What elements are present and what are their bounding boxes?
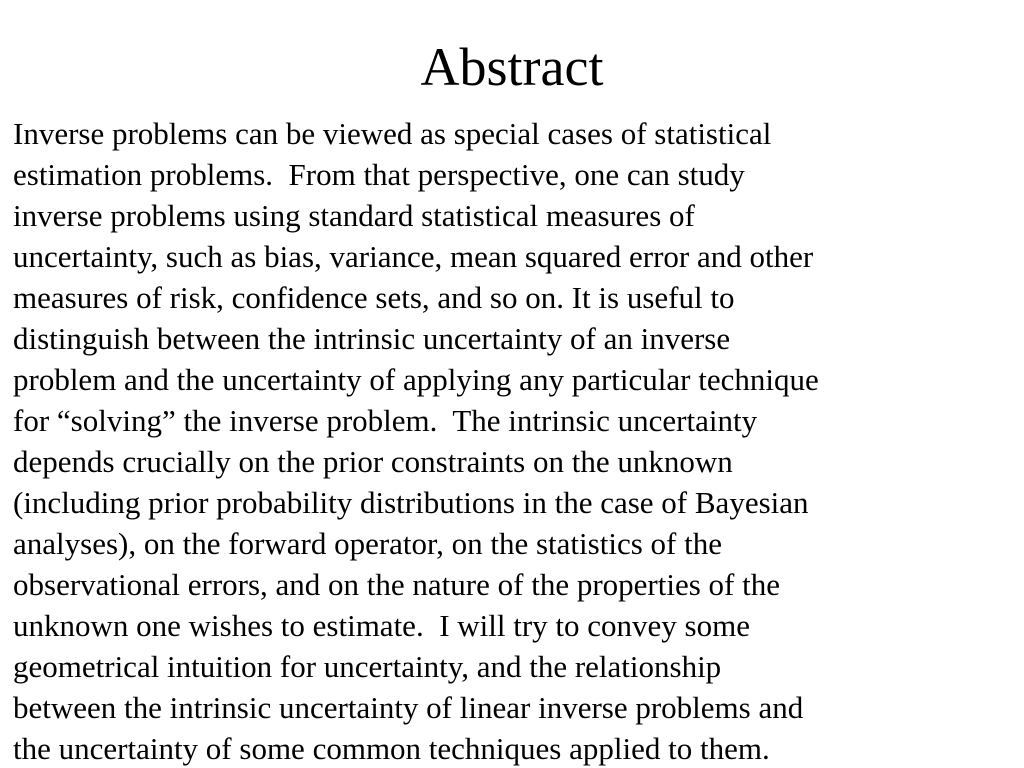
abstract-line: (including prior probability distributions in the case of Bayesian <box>13 485 809 520</box>
abstract-paragraph <box>13 113 1018 768</box>
abstract-line: analyses), on the forward operator, on the statistics of the <box>13 526 722 561</box>
slide-title: Abstract <box>420 37 604 97</box>
abstract-line: unknown one wishes to estimate. I will try to convey some <box>13 608 750 643</box>
abstract-line: problem and the uncertainty of applying any particular technique <box>13 362 819 397</box>
abstract-line: geometrical intuition for uncertainty, and the relationship <box>13 649 722 684</box>
abstract-line: Inverse problems can be viewed as special cases of statistical <box>13 116 772 151</box>
abstract-line: measures of risk, confidence sets, and so on. It is useful to <box>13 280 735 315</box>
abstract-line: uncertainty, such as bias, variance, mean squared error and other <box>13 239 814 274</box>
abstract-line: inverse problems using standard statistical measures of <box>13 198 695 233</box>
abstract-line: for “solving” the inverse problem. The intrinsic uncertainty <box>13 403 758 438</box>
abstract-line: between the intrinsic uncertainty of linear inverse problems and <box>13 690 804 725</box>
abstract-line: distinguish between the intrinsic uncertainty of an inverse <box>13 321 731 356</box>
abstract-line: estimation problems. From that perspective, one can study <box>13 157 745 192</box>
abstract-line: the uncertainty of some common techniques applied to them. <box>13 731 770 766</box>
abstract-line: observational errors, and on the nature of the properties of the <box>13 567 780 602</box>
abstract-line: depends crucially on the prior constraints on the unknown <box>13 444 733 479</box>
